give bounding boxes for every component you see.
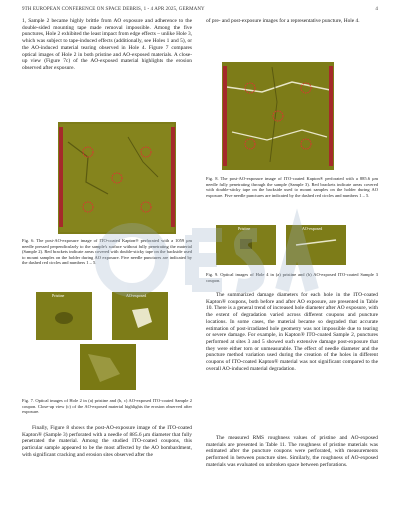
fig7a-photo [36,292,92,340]
fig9b-label: AO-exposed [302,226,323,231]
right-paragraph-1: of pre- and post-exposure images for a representative puncture, Hole 4. [206,18,360,24]
fig7a-label: Pristine [52,293,65,298]
fig7b-image [112,292,168,340]
fig9-caption: Fig. 9. Optical images of Hole 4 in (a) pristine and (b) AO-exposed ITO-coated Sample 3 coupon. [206,272,378,283]
fig7-caption: Fig. 7. Optical images of Hole 2 in (a) pristine and (b, c) AO-exposed ITO-coated Sample 2 coupon. Close-up view (c) of the AO-exposed material highlights the erosion observed after exposure. [22,398,192,415]
fig9a-label: Pristine [238,226,251,231]
left-paragraph-1: 1, Sample 2 became highly brittle from AO exposure and adherence to the double-sided mounting tape made removal impossible. Among the five punctures, Hole 2 exhibited the least impact from edge effects – unlike Hole 3, which was subject to tape-induced effects (additionally, see Holes 1 and 5), or the AO-induced material tearing observed in Hole 4. Figure 7 compares optical images of Hole 2 in both pristine and AO-exposed materials. A close-up view (Figure 7c) of the AO-exposed material highlights the erosion observed after exposure. [22,18,192,71]
fig9b-image [286,225,346,265]
fig6-caption: Fig. 6. The post-AO-exposure image of ITO-coated Kapton® perforated with a 1059 μm needle pressed perpendicularly to the sample's surface without fully penetrating the material (Sample 2). Red brackets indicate areas covered with double-sticky tape on the backside used to mount samples on the holder during AO exposure. Five needle punctures are indicated by the dashed red circles and numbers 1 – 5. [22,238,192,266]
fig6-image [58,122,176,234]
fig6-photo [58,122,176,234]
fig9a-photo [216,225,276,265]
fig7b-label: AO-exposed [126,293,147,298]
running-header [22,7,378,12]
fig8-caption: Fig. 8. The post-AO-exposure image of ITO-coated Kapton® perforated with a 885.6 μm needle fully penetrating through the sample (Sample 3). Red brackets indicate areas covered with double-sticky tape on the backside used to mount samples on the holder during AO exposure. Five needle punctures are indicated by the dashed red circles and numbers 1 – 5. [206,176,378,198]
fig8-image [222,62,334,170]
conference-name: 9TH EUROPEAN CONFERENCE ON SPACE DEBRIS, 1 - 4 APR 2025, GERMANY [22,7,205,12]
fig7b-photo [112,292,168,340]
right-paragraph-3: The measured RMS roughness values of pristine and AO-exposed materials are presented in Table 11. The roughness of pristine materials was estimated after the puncture coupons were perforated, with measurements performed in between puncture sites. Similarly, the roughness of AO-exposed materials was evaluated on unbroken space between perforations. [206,435,378,468]
fig9a-image [216,225,276,265]
fig9b-photo [286,225,346,265]
fig7c-photo [80,344,136,390]
left-paragraph-2: Finally, Figure 8 shows the post-AO-exposure image of the ITO-coated Kapton® (Sample 3) perforated with a needle of 885.6 μm diameter that fully penetrated the material. Among the studied ITO-coated coupons, this particular sample appeared to be the most affected by the AO bombardment, with significant cracking and erosion sites observed after the [22,425,192,458]
fig7a-image [36,292,92,340]
fig7c-image [80,344,136,390]
page-number: 4 [375,7,378,12]
right-paragraph-2: The summarized damage diameters for each hole in the ITO-coated Kapton® coupons, both before and after AO exposure, are presented in Table 10. There is a general trend of increased hole diameter after AO exposure, with the extent of degradation varied across different coupons and puncture locations. In some cases, the material became so degraded that accurate estimation of post-irradiated hole geometry was not impossible due to tearing or severe damage. For example, in Kapton® ITO-coated Sample 2, punctures performed at sites 3 and 5 showed such extensive damage post-exposure that they were either torn or unmeasurable. The effect of needle diameter and the puncture method variation used during the creation of the holes in different coupons of ITO-coated Kapton® material was not significant compared to the overall AO-induced material degradation. [206,292,378,372]
fig8-photo [222,62,334,170]
